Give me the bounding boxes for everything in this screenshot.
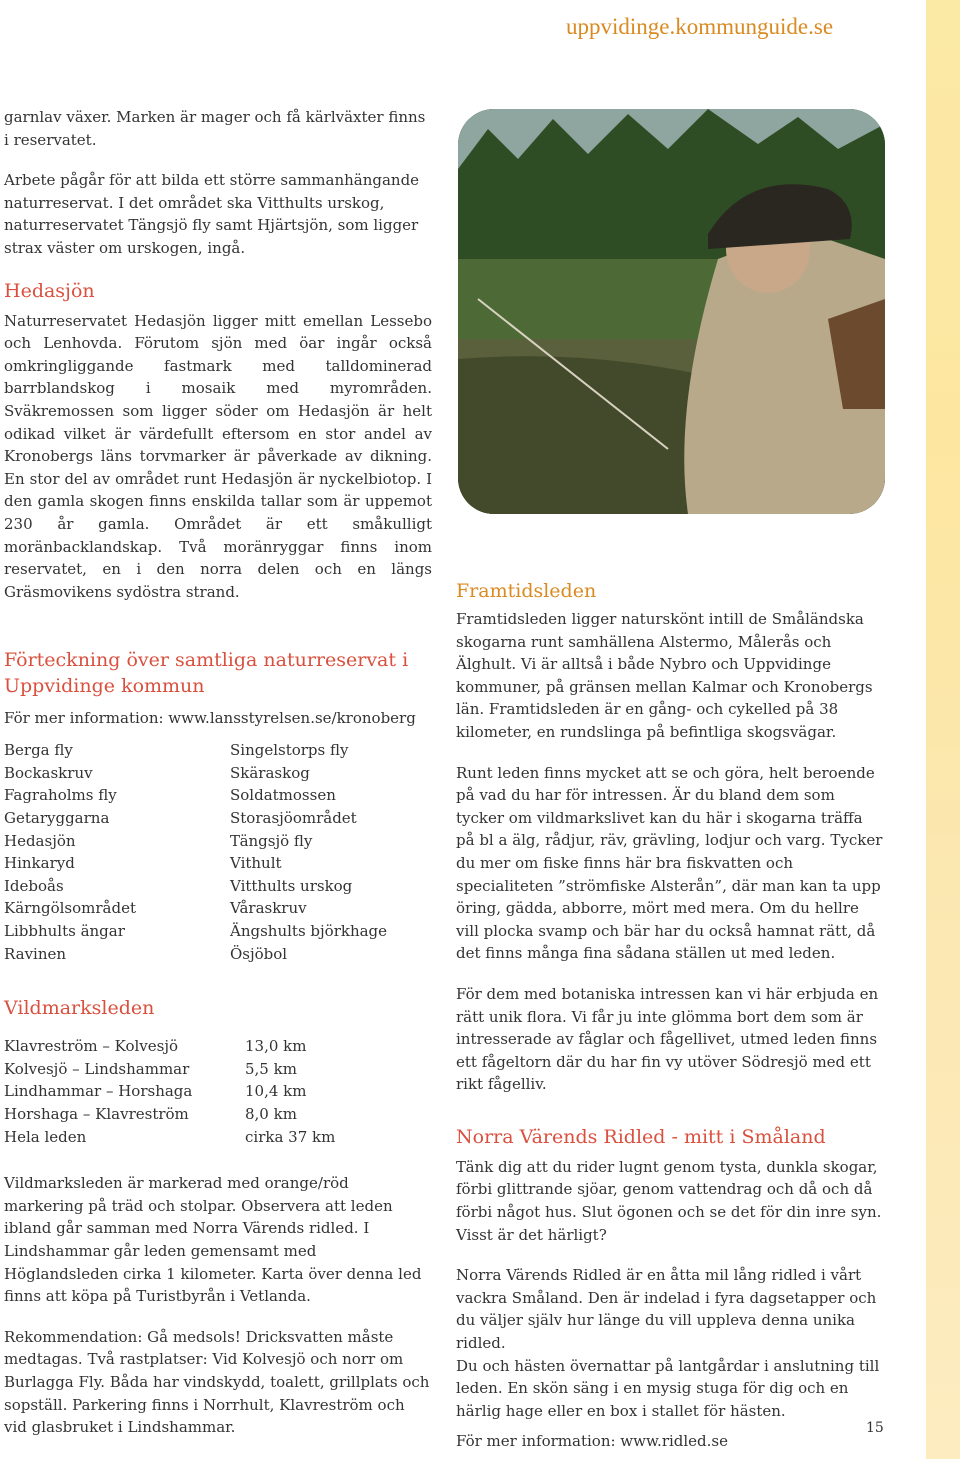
framtidsleden-text-2: Runt leden finns mycket att se och göra, helt beroende på vad du har för intressen. Är du bland dem som tycker om vildmarkslivet kan du här i skogarna träffa på bl a älg, rådjur, räv, grävling, lodjur och varg. Tycker du mer om fiske finns här bra fiskvatten och specialiteten ”strömfiske Alsterån”, där man kan ta upp öring, gädda, abborre, mört med mera. Om du hellre vill plocka svamp och bär har du också hamnat rätt, då det finns många fina sådana ställen ut med leden. (456, 763, 883, 963)
ridled-text-3: Du och hästen övernattar på lantgårdar i anslutning till leden. En skön säng i en mysig stuga för dig och en härlig hage eller en box i stallet för hästen. (456, 1356, 880, 1420)
list-item: Våraskruv (230, 899, 307, 918)
list-item: Libbhults ängar (4, 922, 125, 941)
reserves-list-heading: Förteckning över samtliga naturreservat i Uppvidinge kommun (4, 649, 409, 698)
list-item: Ängshults björkhage (230, 922, 388, 941)
list-item: Tängsjö fly (230, 831, 313, 850)
segment-distance: cirka 37 km (245, 1127, 336, 1146)
reserves-info-link[interactable]: För mer information: www.lansstyrelsen.se/kronoberg (4, 709, 416, 728)
framtidsleden-heading: Framtidsleden (456, 580, 597, 602)
trail-segments-table (4, 1035, 335, 1148)
segment-name: Klavreström – Kolvesjö (4, 1037, 179, 1056)
list-item: Getaryggarna (4, 809, 110, 828)
ridled-heading: Norra Värends Ridled - mitt i Småland (456, 1125, 826, 1148)
ridled-text-2: Norra Värends Ridled är en åtta mil lång ridled i vårt vackra Småland. Den är indelad i fyra dagsetapper och du väljer själv hur länge du vill uppleva denna unika ridled. (456, 1266, 877, 1353)
list-item: Vitthults urskog (230, 876, 353, 895)
ridled-text-1: Tänk dig att du rider lugnt genom tysta, dunkla skogar, förbi glittrande sjöar, genom vattendrag och då och då förbi något hus. Slut ögonen och se det för din inre syn. Visst är det härligt? (456, 1157, 882, 1244)
list-item: Vithult (230, 854, 282, 873)
table-row (4, 1058, 335, 1081)
ridled-info-link[interactable]: För mer information: www.ridled.se (456, 1432, 729, 1451)
list-item: Hinkaryd (4, 854, 75, 873)
page-number: 15 (866, 1420, 884, 1436)
list-item: Ravinen (4, 944, 67, 963)
segment-distance: 5,5 km (245, 1059, 297, 1078)
angler-photo (458, 109, 885, 514)
list-item: Hedasjön (4, 831, 76, 850)
list-item: Bockaskruv (4, 763, 93, 782)
table-row (4, 1126, 335, 1149)
framtidsleden-text-3: För dem med botaniska intressen kan vi här erbjuda en rätt unik flora. Vi får ju inte glömma bort dem som är intresserade av fåglar och fågellivet, utmed leden finns ett fågeltorn där du har fin vy utöver Södresjö med ett rikt fågelliv. (456, 984, 879, 1094)
vildmarksleden-text-1: Vildmarksleden är markerad med orange/röd markering på träd och stolpar. Observera att leden ibland går samman med Norra Värends ridled. I Lindshammar går leden gemensamt med Höglandsleden cirka 1 kilometer. Karta över denna led finns att köpa på Turistbyrån i Vetlanda. (4, 1174, 422, 1306)
segment-name: Hela leden (4, 1127, 87, 1146)
list-item: Singelstorps fly (230, 741, 349, 760)
list-item: Soldatmossen (230, 786, 336, 805)
reserves-column-2 (230, 739, 430, 965)
vildmarksleden-heading: Vildmarksleden (4, 997, 155, 1020)
segment-distance: 8,0 km (245, 1105, 297, 1123)
segment-distance: 10,4 km (245, 1082, 307, 1101)
segment-name: Lindhammar – Horshaga (4, 1082, 193, 1101)
site-url[interactable]: uppvidinge.kommunguide.se (566, 14, 834, 39)
list-item: Skäraskog (230, 763, 310, 782)
angler-photo-illustration (458, 109, 885, 514)
list-item: Ideboås (4, 876, 64, 895)
segment-name: Horshaga – Klavreström (4, 1105, 189, 1123)
table-row (4, 1103, 335, 1126)
table-row (4, 1035, 335, 1058)
list-item: Fagraholms fly (4, 786, 117, 805)
reserves-list (4, 739, 432, 965)
intro-paragraph-1: garnlav växer. Marken är mager och få kärlväxter finns i reservatet. (4, 108, 426, 149)
hedasjon-heading: Hedasjön (4, 279, 95, 302)
reserves-column-1 (4, 739, 230, 965)
left-column (4, 106, 432, 1439)
vildmarksleden-text-2: Rekommendation: Gå medsols! Dricksvatten måste medtagas. Två rastplatser: Vid Kolvesjö och norr om Burlagga Fly. Båda har vindskydd, toalett, grillplats och sopställ. Parkering finns i Norrhult, Klavreström och vid glasbruket i Lindshammar. (4, 1327, 430, 1437)
table-row (4, 1080, 335, 1103)
list-item: Storasjöområdet (230, 809, 357, 828)
hedasjon-text: Naturreservatet Hedasjön ligger mitt emellan Lessebo och Lenhovda. Förutom sjön med öar ingår också omkringliggande fastmark med talldominerad barrblandskog i mosaik med myrområden. Sväkremossen som ligger söder om Hedasjön är helt odikad vilket är värdefullt eftersom en stor andel av Kronobergs läns torvmarker är påverkade av dikning. En stor del av området runt Hedasjön är nyckelbiotop. I den gamla skogen finns enskilda tallar som är uppemot 230 år gamla. Området är ett småkulligt moränbacklandskap. Två moränryggar finns inom reservatet, en i den norra delen och en längs Gräsmovikens sydöstra strand. (4, 311, 432, 601)
intro-paragraph-2: Arbete pågår för att bilda ett större sammanhängande naturreservat. I det området ska Vitthults urskog, naturreservatet Tängsjö fly samt Hjärtsjön, som ligger strax väster om urskogen, ingå. (4, 171, 420, 257)
segment-distance: 13,0 km (245, 1037, 307, 1056)
framtidsleden-text-1: Framtidsleden ligger naturskönt intill de Småländska skogarna runt samhällena Alstermo, Målerås och Älghult. Vi är alltså i både Nybro och Uppvidinge kommuner, på gränsen mellan Kalmar och Kronobergs län. Framtidsleden är en gång- och cykelled på 38 kilometer, en rundslinga på befintliga skogsvägar. (456, 610, 873, 741)
page-edge-stripe (926, 0, 960, 1459)
right-column (456, 578, 884, 1453)
list-item: Ösjöbol (230, 944, 288, 963)
list-item: Berga fly (4, 741, 73, 760)
list-item: Kärngölsområdet (4, 899, 136, 918)
segment-name: Kolvesjö – Lindshammar (4, 1059, 190, 1078)
